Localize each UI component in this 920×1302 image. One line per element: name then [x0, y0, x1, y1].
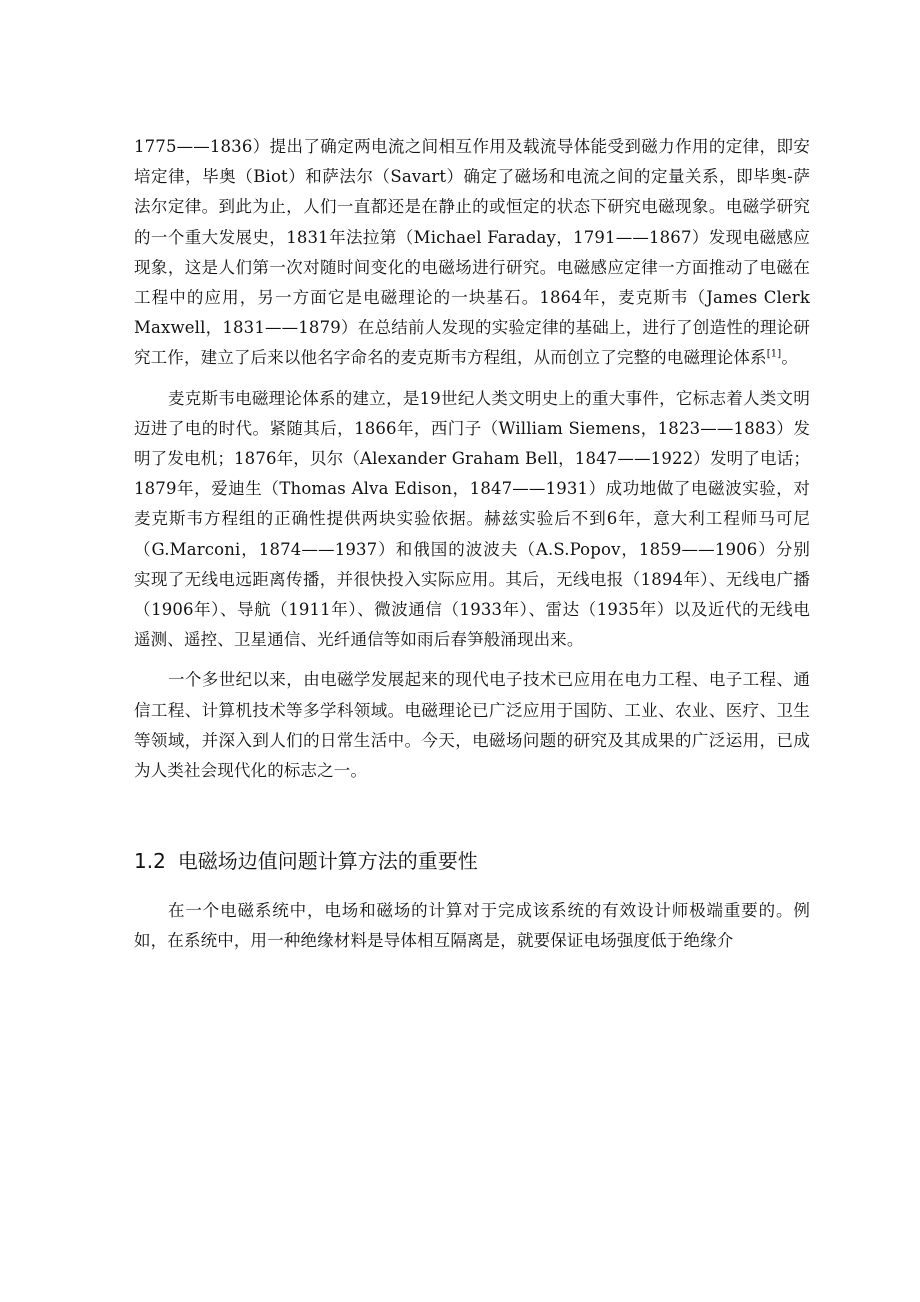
paragraph-field-calculation: 在一个电磁系统中，电场和磁场的计算对于完成该系统的有效设计师极端重要的。例如，在系统中，用一种绝缘材料是导体相互隔离是，就要保证电场强度低于绝缘介: [134, 901, 810, 951]
paragraph-history-electromagnetism: [134, 132, 810, 374]
section-heading: [134, 846, 810, 876]
document-page: [134, 132, 810, 957]
section-number: 1.2: [134, 849, 166, 874]
paragraph-text-tail: 。: [781, 348, 798, 368]
paragraph-text: 1775——1836）提出了确定两电流之间相互作用及载流导体能受到磁力作用的定律，即安培定律，毕奥（Biot）和萨法尔（Savart）确定了磁场和电流之间的定量关系，即毕奥-萨法尔定律。到此为止，人们一直都还是在静止的或恒定的状态下研究电磁现象。电磁学研究的一个重大发展史，1831年法拉第（Michael Faraday，1791——1867）发现电磁感应现象，这是人们第一次对随时间变化的电磁场进行研究。电磁感应定律一方面推动了电磁在工程中的应用，另一方面它是电磁理论的一块基石。1864年，麦克斯韦（James Clerk Maxwell，1831——1879）在总结前人发现的实验定律的基础上，进行了创造性的理论研究工作，建立了后来以他名字命名的麦克斯韦方程组，从而创立了完整的电磁理论体系: [134, 137, 810, 368]
section-title: 电磁场边值问题计算方法的重要性: [177, 849, 478, 874]
paragraph-maxwell-impact: 麦克斯韦电磁理论体系的建立，是19世纪人类文明史上的重大事件，它标志着人类文明迈进了电的时代。紧随其后，1866年，西门子（William Siemens，1823——1883）发明了发电机；1876年，贝尔（Alexander Graham Bell，1847——1922）发明了电话；1879年，爱迪生（Thomas Alva Edison，1847——1931）成功地做了电磁波实验，对麦克斯韦方程组的正确性提供两块实验依据。赫兹实验后不到6年，意大利工程师马可尼（G.Marconi，1874——1937）和俄国的波波夫（A.S.Popov，1859——1906）分别实现了无线电远距离传播，并很快投入实际应用。其后，无线电报（1894年）、无线电广播（1906年）、导航（1911年）、微波通信（1933年）、雷达（1935年）以及近代的无线电遥测、遥控、卫星通信、光纤通信等如雨后春笋般涌现出来。: [134, 388, 810, 650]
citation-reference[interactable]: [1]: [766, 348, 782, 360]
paragraph-modern-applications: 一个多世纪以来，由电磁学发展起来的现代电子技术已应用在电力工程、电子工程、通信工程、计算机技术等多学科领域。电磁理论已广泛应用于国防、工业、农业、医疗、卫生等领域，并深入到人们的日常生活中。今天，电磁场问题的研究及其成果的广泛运用，已成为人类社会现代化的标志之一。: [134, 670, 810, 781]
